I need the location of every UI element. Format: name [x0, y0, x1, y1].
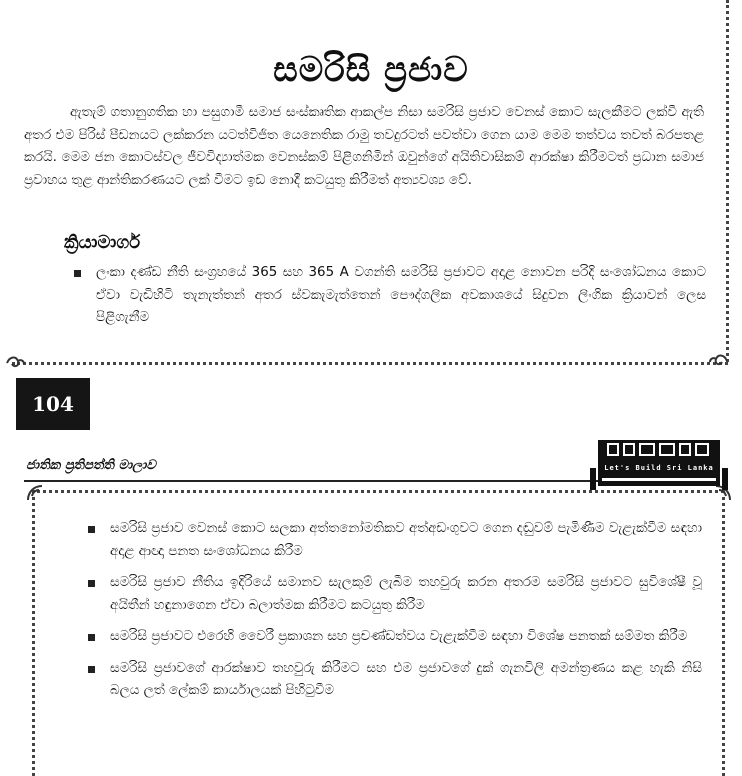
list-item-text: සමරිසි ප්‍රජාවගේ ආරක්ෂාව තහවුරු කිරීමට සහ එම ප්‍රජාවගේ දුක් ගැනවිලි අමන්ත්‍රණය කළ හැකි නිසි බලය ලත් ලේකම් කාර්යාලයක් පිහිටුවීම: [110, 660, 702, 698]
list-item-text: ලංකා දණ්ඩ නීති සංග්‍රහයේ 365 සහ 365 A වගන්ති සමරිසි ප්‍රජාවට අදාළ නොවන පරිදි සංශෝධනය කොට ඒවා වැඩිහිටි තැනැත්තන් අතර ස්වකැමැත්තෙන් පෞද්ගලික අවකාශයේ සිදුවන ලිංගික ක්‍රියාවන් ලෙස පිළිගැනීම: [96, 265, 706, 325]
square-bullet-icon: [88, 580, 95, 587]
next-page-action-list: [86, 518, 702, 712]
flourish-corner-icon: [24, 482, 46, 504]
section-heading: ක්‍රියාමාර්ග: [64, 232, 141, 253]
square-bullet-icon: [88, 666, 95, 673]
ornamental-border-left-next: [32, 490, 35, 776]
ornamental-border-bottom: [12, 362, 728, 365]
page-title: සමරිසි ප්‍රජාව: [273, 50, 469, 90]
ornamental-border-right-next: [722, 490, 725, 776]
series-title: ජාතික ප්‍රතිපත්ති මාලාව: [26, 458, 156, 473]
square-bullet-icon: [74, 270, 81, 277]
header-rule: [24, 480, 598, 482]
logo-pillar-left: [590, 468, 596, 490]
logo-text: Let's Build Sri Lanka: [604, 464, 714, 472]
logo-pillar-right: [722, 468, 728, 490]
ornamental-border-top-next: [32, 490, 724, 493]
square-bullet-icon: [88, 526, 95, 533]
list-item-text: සමරිසි ප්‍රජාව වෙනස් කොට සලකා අත්තනෝමතිකව අත්අඩංගුවට ගෙන දඬුවම් පැමිණීම වැළැක්වීම සඳහා අදාළ ආඥා පනත සංශෝධනය කිරීම: [110, 521, 702, 559]
action-list: [72, 262, 706, 330]
intro-paragraph: ඇතැම් ගතානුගතික හා පසුගාමී සමාජ සංස්කෘතික ආකල්ප නිසා සමරිසි ප්‍රජාව වෙනස් කොට සැලකීමට ලක්වී ඇති අතර එම පිරිස් පීඩනයට ලක්කරන යටත්විජිත යෙනෙතික රාමු තවදුරටත් පවත්වා ගෙන යාම මෙම තත්වය තවත් බරපතළ කරයි. මෙම ජන කොටස්වල ජීවවිද්‍යාත්මක වෙනස්කම් පිළිගනිමින් ඔවුන්ගේ අයිතිවාසිකම් ආරක්ෂා කිරීමටත් ප්‍රධාන සමාජ ප්‍රවාහය තුළ ආන්තිකරණයට ලක් වීමට ඉඩ නොදී කටයුතු කිරීමත් අත්‍යවශ්‍ය වේ.: [24, 105, 704, 188]
list-item: [72, 262, 706, 330]
list-item: [86, 626, 702, 649]
logo: [598, 440, 720, 486]
page-number: 104: [16, 378, 90, 430]
flourish-left-icon: [4, 352, 26, 374]
list-item-text: සමරිසි ප්‍රජාව නීතිය ඉදිරියේ සමානව සැලකුම් ලැබීම තහවුරු කරන අතරම සමරිසි ප්‍රජාවට සුවිශේෂී වූ අයිතීන් හඳුනාගෙන ඒවා බලාත්මක කිරීමට කටයුතු කිරීම: [110, 575, 702, 613]
list-item: [86, 518, 702, 563]
list-item: [86, 572, 702, 617]
logo-base: [602, 478, 716, 481]
logo-emblem-icon: [606, 442, 712, 456]
square-bullet-icon: [88, 634, 95, 641]
flourish-right-icon: [708, 350, 730, 372]
list-item-text: සමරිසි ප්‍රජාවට එරෙහි වෛරී ප්‍රකාශන සහ ප්‍රචණ්ඩත්වය වැළැක්වීම සඳහා විශේෂ පනතක් සම්මත කිරීම: [110, 629, 688, 644]
list-item: [86, 658, 702, 703]
